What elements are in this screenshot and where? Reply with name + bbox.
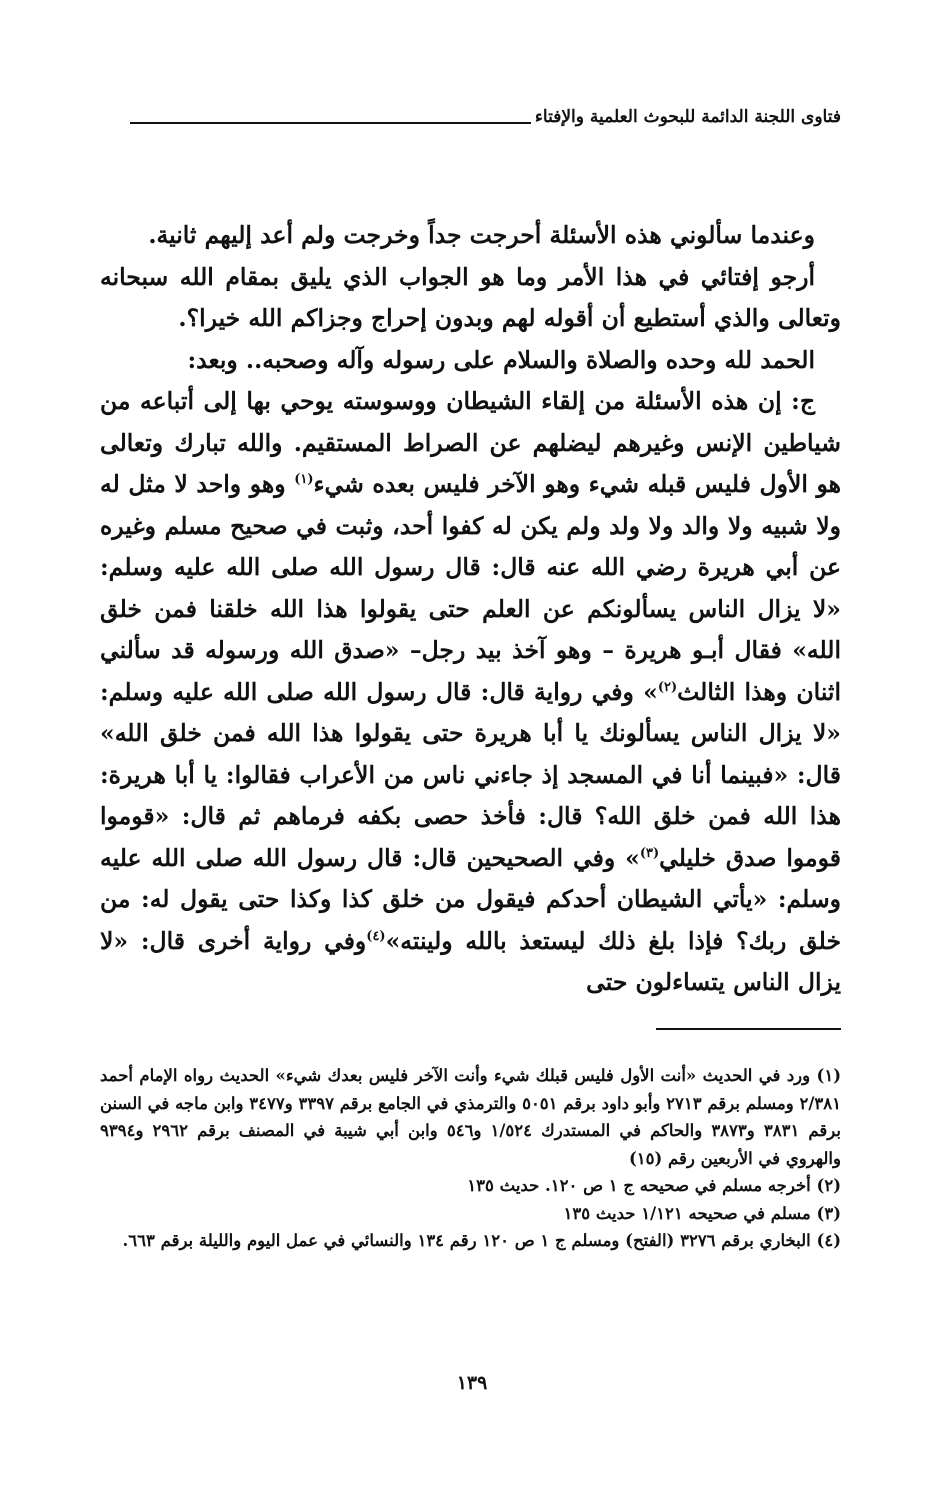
- paragraph-4-part-a: ج: إن هذه الأسئلة من إلقاء الشيطان ووسوسته يوحي بها إلى أتباعه من شياطين الإنس وغيرهم ليضلهم عن الصراط المستقيم. والله تبارك وتعالى هو الأول فليس قبله شيء وهو الآخر فليس بعده شيء: [100, 387, 841, 498]
- paragraph-4-part-b: وهو واحد لا مثل له ولا شبيه ولا والد ولا ولد ولم يكن له كفوا أحد، وثبت في صحيح مسلم وغيره عن أبي هريرة رضي الله عنه قال: قال رسول الله صلى الله عليه وسلم: «لا يزال الناس يسألونكم عن العلم حتى يقولوا هذا الله خلقنا فمن خلق الله» فقال أبـو هريرة – وهو آخذ بيد رجل– «صدق الله ورسوله قد سألني اثنان وهذا الثالث: [100, 470, 841, 706]
- footnote-ref-4[interactable]: (٤): [366, 928, 386, 944]
- page-number: ١٣٩: [456, 1372, 488, 1394]
- footnotes: [100, 1062, 841, 1255]
- footnote-ref-2[interactable]: (٢): [657, 679, 678, 695]
- header-title: فتاوى اللجنة الدائمة للبحوث العلمية والإفتاء: [534, 107, 841, 127]
- footnote-3: (٣) مسلم في صحيحه ١/١٢١ حديث ١٣٥: [563, 1203, 841, 1223]
- footnote-ref-3[interactable]: (٣): [639, 845, 660, 861]
- paragraph-1: وعندما سألوني هذه الأسئلة أحرجت جداً وخرجت ولم أعد إليهم ثانية.: [148, 221, 815, 249]
- footnote-separator: [656, 1028, 841, 1030]
- footnote-2: (٢) أخرجه مسلم في صحيحه ج ١ ص ١٢٠. حديث ١٣٥: [467, 1176, 841, 1195]
- paragraph-4-part-d: » وفي الصحيحين قال: قال رسول الله صلى الله عليه وسلم: «يأتي الشيطان أحدكم فيقول من خلق كذا وكذا حتى يقول له: من خلق ربك؟ فإذا بلغ ذلك ليستعذ بالله ولينته»: [100, 843, 841, 955]
- paragraph-3: الحمد لله وحده والصلاة والسلام على رسوله وآله وصحبه.. وبعد:: [187, 345, 815, 374]
- main-text: [100, 215, 841, 1004]
- running-header: [130, 100, 841, 130]
- footnote-1: (١) ورد في الحديث «أنت الأول فليس قبلك شيء وأنت الآخر فليس بعدك شيء» الحديث رواه الإمام أحمد ٢/٣٨١ ومسلم برقم ٢٧١٣ وأبو داود برقم ٥٠٥١ والترمذي في الجامع برقم ٣٣٩٧ و٣٤٧٧ وابن ماجه في السنن برقم ٣٨٣١ و٣٨٧٣ والحاكم في المستدرك ١/٥٢٤ و٥٤٦ وابن أبي شيبة في المصنف برقم ٢٩٦٢ و٩٣٩٤ والهروي في الأربعين رقم (١٥): [100, 1066, 841, 1168]
- footnote-4: (٤) البخاري برقم ٣٢٧٦ (الفتح) ومسلم ج ١ ص ١٢٠ رقم ١٣٤ والنسائي في عمل اليوم والليلة برقم ٦٦٣.: [122, 1231, 841, 1250]
- paragraph-2: أرجو إفتائي في هذا الأمر وما هو الجواب الذي يليق بمقام الله سبحانه وتعالى والذي أستطيع أن أقوله لهم وبدون إحراج وجزاكم الله خيرا؟.: [100, 262, 841, 332]
- paragraph-4: [100, 381, 841, 1004]
- header-rule: [130, 122, 531, 124]
- paragraph-4-part-c: » وفي رواية قال: قال رسول الله صلى الله عليه وسلم: «لا يزال الناس يسألونك يا أبا هريرة حتى يقولوا هذا الله فمن خلق الله» قال: «فبينما أنا في المسجد إذ جاءني ناس من الأعراب فقالوا: يا أبا هريرة: هذا الله فمن خلق الله؟ قال: فأخذ حصى بكفه فرماهم ثم قال: «قوموا قوموا صدق خليلي: [100, 677, 841, 872]
- footnote-ref-1[interactable]: (١): [294, 472, 314, 488]
- paragraph-4-part-e: وفي رواية أخرى قال: «لا يزال الناس يتساءلون حتى: [100, 926, 841, 996]
